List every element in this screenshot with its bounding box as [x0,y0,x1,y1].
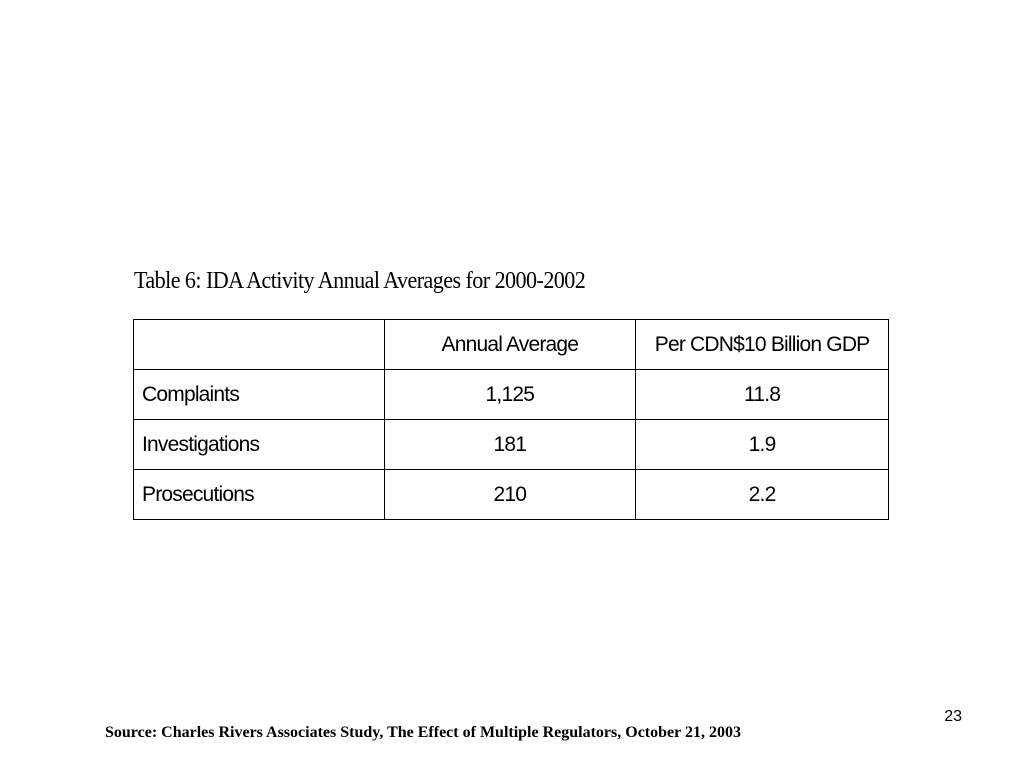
source-note: Source: Charles Rivers Associates Study, The Effect of Multiple Regulators, October 21, 2003 [105,724,741,741]
table-header-row [134,320,889,370]
row-label: Complaints [134,370,385,420]
row-label: Investigations [134,420,385,470]
header-cell-empty [134,320,385,370]
per-gdp-cell: 1.9 [636,420,889,470]
page-number: 23 [944,708,962,725]
data-table [133,319,889,520]
per-gdp-cell: 2.2 [636,470,889,520]
table-row [134,470,889,520]
table-title: Table 6: IDA Activity Annual Averages for 2000-2002 [134,268,586,294]
header-cell-per-gdp: Per CDN$10 Billion GDP [636,320,889,370]
table-row [134,370,889,420]
annual-average-cell: 210 [384,470,636,520]
table-row [134,420,889,470]
annual-average-cell: 1,125 [384,370,636,420]
per-gdp-cell: 11.8 [636,370,889,420]
header-cell-annual-average: Annual Average [384,320,636,370]
row-label: Prosecutions [134,470,385,520]
annual-average-cell: 181 [384,420,636,470]
